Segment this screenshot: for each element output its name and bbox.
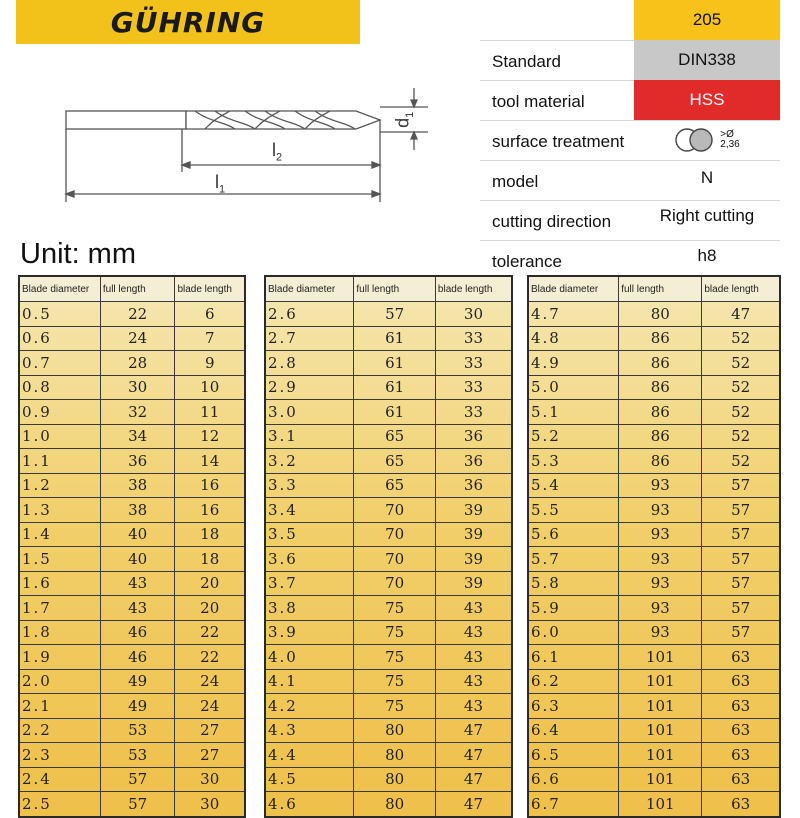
cell-blade-length: 43 [435,645,512,670]
cell-full-length: 93 [619,473,702,498]
table-row [265,669,512,694]
cell-blade-length: 16 [175,473,245,498]
cell-diameter: 0.6 [19,326,100,351]
table-row [265,767,512,792]
table-row [528,792,780,817]
cell-full-length: 61 [354,351,436,376]
table-row [528,498,780,523]
spec-row-surface [480,120,780,161]
col-header-blade-length: blade length [175,276,245,302]
cell-full-length: 40 [100,522,175,547]
table-row [265,596,512,621]
spec-value: Right cutting [659,206,755,225]
cell-diameter: 1.1 [19,449,100,474]
cell-diameter: 5.9 [528,596,619,621]
spec-row-catalog [480,0,780,41]
table-row [265,792,512,817]
table-row [265,449,512,474]
col-header-full-length: full length [100,276,175,302]
cell-full-length: 46 [100,620,175,645]
spec-label: cutting direction [492,212,612,231]
col-header-diameter: Blade diameter [265,276,354,302]
cell-full-length: 101 [619,767,702,792]
cell-diameter: 4.2 [265,694,354,719]
table-row [265,522,512,547]
cell-full-length: 38 [100,473,175,498]
spec-row-standard [480,40,780,81]
table-row [19,375,245,400]
cell-diameter: 2.6 [265,302,354,327]
cell-blade-length: 57 [702,596,780,621]
cell-full-length: 75 [354,596,436,621]
cell-blade-length: 11 [175,400,245,425]
cell-blade-length: 10 [175,375,245,400]
cell-diameter: 4.8 [528,326,619,351]
cell-diameter: 2.2 [19,718,100,743]
cell-diameter: 2.1 [19,694,100,719]
spec-label: tool material [492,92,585,111]
cell-diameter: 5.3 [528,449,619,474]
table-row [19,571,245,596]
cell-full-length: 24 [100,326,175,351]
cell-full-length: 86 [619,375,702,400]
table-row [265,473,512,498]
cell-diameter: 1.3 [19,498,100,523]
cell-blade-length: 36 [435,473,512,498]
spec-value: h8 [697,246,717,265]
cell-blade-length: 39 [435,498,512,523]
cell-full-length: 70 [354,547,436,572]
table-row [265,645,512,670]
cell-full-length: 75 [354,645,436,670]
drill-diagram-svg [0,70,460,210]
table-row [528,743,780,768]
cell-diameter: 1.6 [19,571,100,596]
cell-diameter: 5.0 [528,375,619,400]
spec-label: Standard [492,52,561,71]
table-row [528,449,780,474]
cell-diameter: 2.5 [19,792,100,817]
cell-full-length: 101 [619,718,702,743]
cell-full-length: 32 [100,400,175,425]
drill-drawing [0,70,460,210]
surface-coating [674,127,739,153]
cell-blade-length: 6 [175,302,245,327]
cell-diameter: 3.9 [265,620,354,645]
cell-diameter: 2.9 [265,375,354,400]
cell-blade-length: 52 [702,375,780,400]
cell-diameter: 3.7 [265,571,354,596]
cell-full-length: 57 [354,302,436,327]
table-row [265,498,512,523]
cell-diameter: 4.4 [265,743,354,768]
cell-blade-length: 24 [175,694,245,719]
cell-diameter: 0.9 [19,400,100,425]
spec-row-material [480,80,780,121]
cell-full-length: 75 [354,669,436,694]
cell-full-length: 70 [354,498,436,523]
cell-full-length: 101 [619,792,702,817]
table-row [19,351,245,376]
col-header-full-length: full length [619,276,702,302]
spec-label: model [492,172,539,191]
cell-blade-length: 43 [435,620,512,645]
cell-diameter: 6.3 [528,694,619,719]
table-row [19,449,245,474]
cell-diameter: 2.0 [19,669,100,694]
cell-full-length: 93 [619,547,702,572]
cell-blade-length: 22 [175,645,245,670]
table-row [19,326,245,351]
cell-blade-length: 47 [435,718,512,743]
spec-value: N [700,168,714,187]
cell-full-length: 30 [100,375,175,400]
cell-blade-length: 39 [435,522,512,547]
coating-note: >Ø 2,36 [720,129,740,150]
cell-diameter: 6.6 [528,767,619,792]
cell-blade-length: 63 [702,743,780,768]
cell-diameter: 2.8 [265,351,354,376]
table-row [528,473,780,498]
table-row [528,400,780,425]
cell-diameter: 0.5 [19,302,100,327]
cell-blade-length: 16 [175,498,245,523]
cell-full-length: 53 [100,718,175,743]
cell-blade-length: 27 [175,718,245,743]
cell-blade-length: 63 [702,718,780,743]
cell-diameter: 5.8 [528,571,619,596]
table-row [19,645,245,670]
cell-full-length: 93 [619,620,702,645]
cell-diameter: 6.0 [528,620,619,645]
spec-value: DIN338 [634,40,780,80]
cell-blade-length: 47 [435,792,512,817]
cell-diameter: 4.1 [265,669,354,694]
cell-blade-length: 24 [175,669,245,694]
table-row [265,694,512,719]
cell-diameter: 3.2 [265,449,354,474]
cell-blade-length: 12 [175,424,245,449]
cell-diameter: 2.7 [265,326,354,351]
cell-full-length: 101 [619,645,702,670]
table-row [265,302,512,327]
cell-blade-length: 22 [175,620,245,645]
table-row [19,547,245,572]
cell-full-length: 65 [354,473,436,498]
table-row [528,302,780,327]
table-row [19,792,245,817]
spec-value: HSS [634,80,780,120]
cell-blade-length: 36 [435,424,512,449]
cell-diameter: 3.6 [265,547,354,572]
cell-full-length: 57 [100,767,175,792]
d1-label: $d_1$ [392,111,416,128]
cell-diameter: 5.2 [528,424,619,449]
table-row [528,596,780,621]
cell-full-length: 65 [354,424,436,449]
cell-full-length: 80 [354,792,436,817]
table-row [19,522,245,547]
cell-full-length: 49 [100,694,175,719]
cell-blade-length: 39 [435,547,512,572]
cell-blade-length: 18 [175,522,245,547]
cell-diameter: 4.6 [265,792,354,817]
col-header-blade-length: blade length [702,276,780,302]
cell-full-length: 40 [100,547,175,572]
cell-diameter: 3.0 [265,400,354,425]
cell-blade-length: 20 [175,571,245,596]
cell-blade-length: 63 [702,767,780,792]
cell-diameter: 3.5 [265,522,354,547]
table-row [265,571,512,596]
cell-diameter: 6.4 [528,718,619,743]
cell-diameter: 5.1 [528,400,619,425]
cell-blade-length: 57 [702,522,780,547]
cell-diameter: 6.7 [528,792,619,817]
cell-full-length: 61 [354,375,436,400]
table-row [265,620,512,645]
table-row [265,424,512,449]
cell-full-length: 80 [354,718,436,743]
cell-blade-length: 52 [702,449,780,474]
col-header-blade-length: blade length [435,276,512,302]
spec-label: tolerance [492,252,562,271]
table-row [528,645,780,670]
cell-full-length: 86 [619,351,702,376]
table-row [528,694,780,719]
cell-blade-length: 14 [175,449,245,474]
table-row [19,424,245,449]
table-row [19,694,245,719]
cell-blade-length: 47 [435,767,512,792]
cell-diameter: 4.9 [528,351,619,376]
cell-full-length: 80 [354,743,436,768]
table-row [19,473,245,498]
cell-blade-length: 52 [702,351,780,376]
table-row [528,375,780,400]
table-row [19,620,245,645]
logo-text: GÜHRING [110,5,266,39]
cell-blade-length: 57 [702,571,780,596]
cell-blade-length: 52 [702,326,780,351]
table-row [19,498,245,523]
cell-full-length: 101 [619,669,702,694]
cell-diameter: 3.3 [265,473,354,498]
cell-full-length: 61 [354,400,436,425]
cell-blade-length: 18 [175,547,245,572]
cell-diameter: 3.8 [265,596,354,621]
cell-diameter: 4.3 [265,718,354,743]
cell-full-length: 46 [100,645,175,670]
cell-full-length: 36 [100,449,175,474]
cell-diameter: 1.4 [19,522,100,547]
cell-diameter: 4.5 [265,767,354,792]
spec-row-model [480,160,780,201]
cell-diameter: 2.4 [19,767,100,792]
cell-full-length: 86 [619,400,702,425]
cell-diameter: 6.1 [528,645,619,670]
table-row [265,547,512,572]
cell-full-length: 57 [100,792,175,817]
table-row [528,669,780,694]
table-row [528,326,780,351]
cell-blade-length: 63 [702,669,780,694]
cell-full-length: 86 [619,424,702,449]
cell-blade-length: 33 [435,351,512,376]
size-table-3 [527,275,781,818]
cell-diameter: 4.0 [265,645,354,670]
col-header-diameter: Blade diameter [528,276,619,302]
cell-blade-length: 39 [435,571,512,596]
cell-full-length: 101 [619,743,702,768]
cell-blade-length: 27 [175,743,245,768]
table-row [528,351,780,376]
cell-full-length: 34 [100,424,175,449]
cell-diameter: 4.7 [528,302,619,327]
cell-diameter: 1.7 [19,596,100,621]
table-row [528,620,780,645]
cell-full-length: 49 [100,669,175,694]
cell-full-length: 53 [100,743,175,768]
cell-blade-length: 47 [702,302,780,327]
cell-diameter: 1.9 [19,645,100,670]
table-row [528,767,780,792]
cell-blade-length: 63 [702,694,780,719]
cell-full-length: 80 [354,767,436,792]
cell-diameter: 5.7 [528,547,619,572]
table-row [265,743,512,768]
table-row [528,424,780,449]
cell-blade-length: 43 [435,694,512,719]
table-row [19,596,245,621]
coating-circles-icon [674,127,716,153]
cell-blade-length: 43 [435,669,512,694]
table-row [528,718,780,743]
unit-label: Unit: mm [20,238,136,270]
cell-diameter: 0.7 [19,351,100,376]
cell-blade-length: 47 [435,743,512,768]
cell-full-length: 86 [619,326,702,351]
table-row [528,571,780,596]
cell-full-length: 80 [619,302,702,327]
cell-diameter: 1.2 [19,473,100,498]
cell-blade-length: 52 [702,424,780,449]
cell-full-length: 93 [619,596,702,621]
cell-diameter: 1.0 [19,424,100,449]
cell-full-length: 70 [354,571,436,596]
cell-blade-length: 30 [175,792,245,817]
cell-full-length: 38 [100,498,175,523]
cell-blade-length: 9 [175,351,245,376]
l2-label: $l_2$ [272,140,283,164]
table-row [19,302,245,327]
cell-diameter: 3.4 [265,498,354,523]
spec-value [634,120,780,160]
spec-row-direction [480,200,780,241]
cell-full-length: 75 [354,620,436,645]
table-row [265,400,512,425]
cell-full-length: 65 [354,449,436,474]
cell-blade-length: 63 [702,792,780,817]
table-row [19,767,245,792]
table-row [265,326,512,351]
cell-blade-length: 57 [702,498,780,523]
catalog-number: 205 [634,0,780,40]
cell-blade-length: 57 [702,620,780,645]
table-row [265,718,512,743]
cell-full-length: 93 [619,571,702,596]
table-row [528,547,780,572]
cell-blade-length: 52 [702,400,780,425]
table-row [19,718,245,743]
cell-blade-length: 7 [175,326,245,351]
cell-diameter: 5.5 [528,498,619,523]
table-row [19,669,245,694]
col-header-full-length: full length [354,276,436,302]
cell-blade-length: 63 [702,645,780,670]
cell-diameter: 6.2 [528,669,619,694]
cell-full-length: 28 [100,351,175,376]
cell-diameter: 5.4 [528,473,619,498]
table-row [19,743,245,768]
table-row [265,375,512,400]
cell-blade-length: 57 [702,473,780,498]
spec-row-tolerance [480,240,780,280]
cell-full-length: 43 [100,596,175,621]
cell-full-length: 93 [619,498,702,523]
cell-blade-length: 33 [435,400,512,425]
cell-diameter: 1.8 [19,620,100,645]
table-row [528,522,780,547]
cell-blade-length: 33 [435,326,512,351]
cell-full-length: 22 [100,302,175,327]
table-row [265,351,512,376]
cell-blade-length: 20 [175,596,245,621]
cell-diameter: 2.3 [19,743,100,768]
cell-blade-length: 33 [435,375,512,400]
cell-blade-length: 57 [702,547,780,572]
cell-full-length: 86 [619,449,702,474]
cell-full-length: 61 [354,326,436,351]
l1-label: $l_1$ [215,172,226,196]
cell-full-length: 93 [619,522,702,547]
size-table-2 [264,275,513,818]
cell-full-length: 101 [619,694,702,719]
cell-diameter: 3.1 [265,424,354,449]
cell-diameter: 6.5 [528,743,619,768]
brand-logo [16,0,360,44]
cell-diameter: 0.8 [19,375,100,400]
cell-full-length: 70 [354,522,436,547]
cell-blade-length: 30 [435,302,512,327]
size-table-1 [18,275,246,818]
cell-blade-length: 30 [175,767,245,792]
cell-diameter: 1.5 [19,547,100,572]
cell-full-length: 43 [100,571,175,596]
cell-blade-length: 43 [435,596,512,621]
cell-full-length: 75 [354,694,436,719]
cell-diameter: 5.6 [528,522,619,547]
table-row [19,400,245,425]
spec-label: surface treatment [492,132,625,151]
cell-blade-length: 36 [435,449,512,474]
col-header-diameter: Blade diameter [19,276,100,302]
